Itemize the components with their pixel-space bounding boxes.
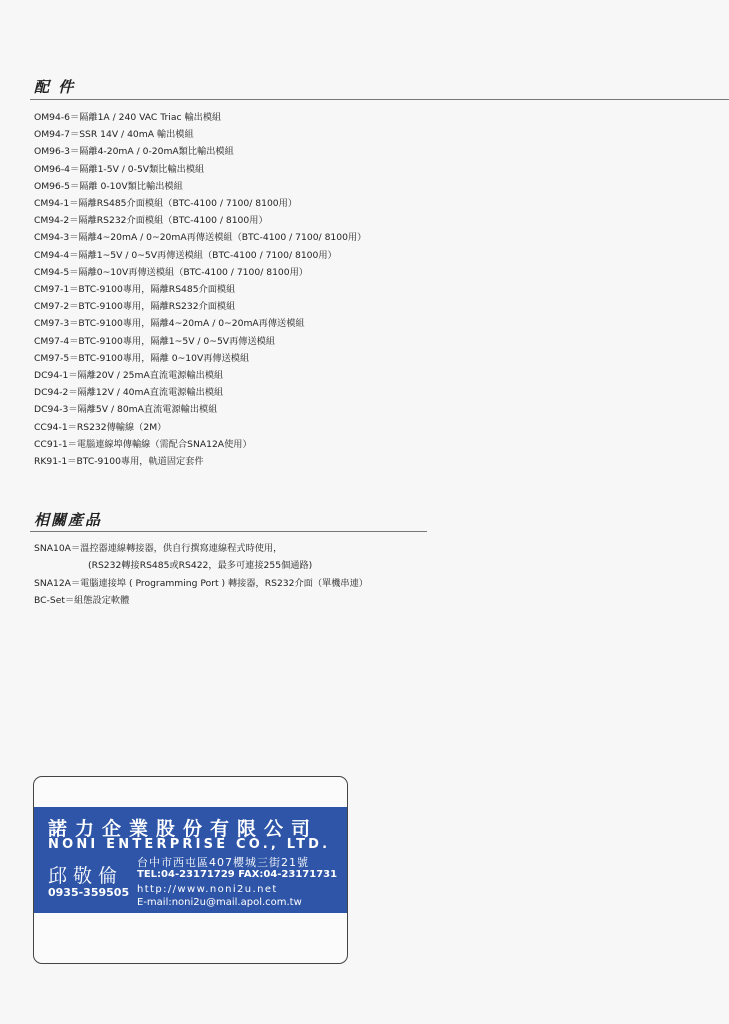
company-email: E-mail:noni2u@mail.apol.com.tw bbox=[137, 897, 302, 908]
related-products-list bbox=[34, 540, 368, 609]
list-item: OM96-5＝隔離 0-10V類比輸出模組 bbox=[34, 180, 183, 192]
list-item: RK91-1＝BTC-9100專用，軌道固定套件 bbox=[34, 456, 204, 468]
list-item: CM94-5＝隔離0~10V再傳送模組（BTC-4100 / 7100/ 8100用） bbox=[34, 266, 308, 278]
list-item: (RS232轉接RS485或RS422，最多可連接255個通路) bbox=[88, 560, 313, 572]
list-item: OM94-7＝SSR 14V / 40mA 輸出模組 bbox=[34, 129, 194, 141]
list-item: CM97-2＝BTC-9100專用，隔離RS232介面模組 bbox=[34, 301, 236, 313]
accessories-divider bbox=[30, 99, 729, 100]
list-item: CC94-1＝RS232傳輸線（2M） bbox=[34, 421, 167, 433]
accessories-list bbox=[34, 109, 366, 470]
company-name-english: NONI ENTERPRISE CO., LTD. bbox=[48, 837, 331, 852]
list-item: OM96-4＝隔離1-5V / 0-5V類比輸出模組 bbox=[34, 163, 205, 175]
accessories-title: 配 件 bbox=[34, 78, 76, 96]
list-item: SNA12A＝電腦連接埠 ( Programming Port ) 轉接器，RS232介面（單機串連） bbox=[34, 577, 368, 589]
list-item: OM96-3＝隔離4-20mA / 0-20mA類比輸出模組 bbox=[34, 146, 234, 158]
list-item: SNA10A＝溫控器連線轉接器，供自行撰寫連線程式時使用， bbox=[34, 543, 283, 554]
list-item: CM94-2＝隔離RS232介面模組（BTC-4100 / 8100用） bbox=[34, 215, 268, 227]
list-item: CM97-3＝BTC-9100專用，隔離4~20mA / 0~20mA再傳送模組 bbox=[34, 318, 305, 330]
list-item: CM97-1＝BTC-9100專用，隔離RS485介面模組 bbox=[34, 284, 236, 296]
business-card-band bbox=[34, 807, 347, 913]
list-item: OM94-6＝隔離1A / 240 VAC Triac 輸出模組 bbox=[34, 112, 222, 123]
company-address: 台中市西屯區407櫻城三街21號 bbox=[137, 856, 309, 869]
list-item: BC-Set＝組態設定軟體 bbox=[34, 594, 130, 606]
list-item: CM94-4＝隔離1~5V / 0~5V再傳送模組（BTC-4100 / 7100/ 8100用） bbox=[34, 249, 337, 261]
list-item: DC94-1＝隔離20V / 25mA直流電源輸出模組 bbox=[34, 370, 224, 382]
company-tel-fax: TEL:04-23171729 FAX:04-23171731 bbox=[137, 869, 338, 880]
company-website: http://www.noni2u.net bbox=[137, 884, 278, 895]
list-item: DC94-2＝隔離12V / 40mA直流電源輸出模組 bbox=[34, 387, 224, 399]
related-products-title: 相關產品 bbox=[34, 511, 103, 529]
related-products-divider bbox=[30, 531, 427, 532]
list-item: CM97-4＝BTC-9100專用，隔離1~5V / 0~5V再傳送模組 bbox=[34, 335, 276, 347]
list-item: CM94-3＝隔離4~20mA / 0~20mA再傳送模組（BTC-4100 / 7100/ 8100用） bbox=[34, 232, 367, 244]
contact-mobile: 0935-359505 bbox=[48, 886, 130, 899]
business-card bbox=[33, 776, 348, 964]
contact-person: 邱敬倫 bbox=[48, 865, 124, 887]
company-name-chinese: 諾力企業股份有限公司 bbox=[48, 818, 319, 840]
list-item: DC94-3＝隔離5V / 80mA直流電源輸出模組 bbox=[34, 404, 218, 416]
list-item: CM94-1＝隔離RS485介面模組（BTC-4100 / 7100/ 8100用） bbox=[34, 198, 298, 210]
list-item: CC91-1＝電腦連線埠傳輸線（需配合SNA12A使用） bbox=[34, 438, 252, 450]
list-item: CM97-5＝BTC-9100專用，隔離 0~10V再傳送模組 bbox=[34, 352, 250, 364]
